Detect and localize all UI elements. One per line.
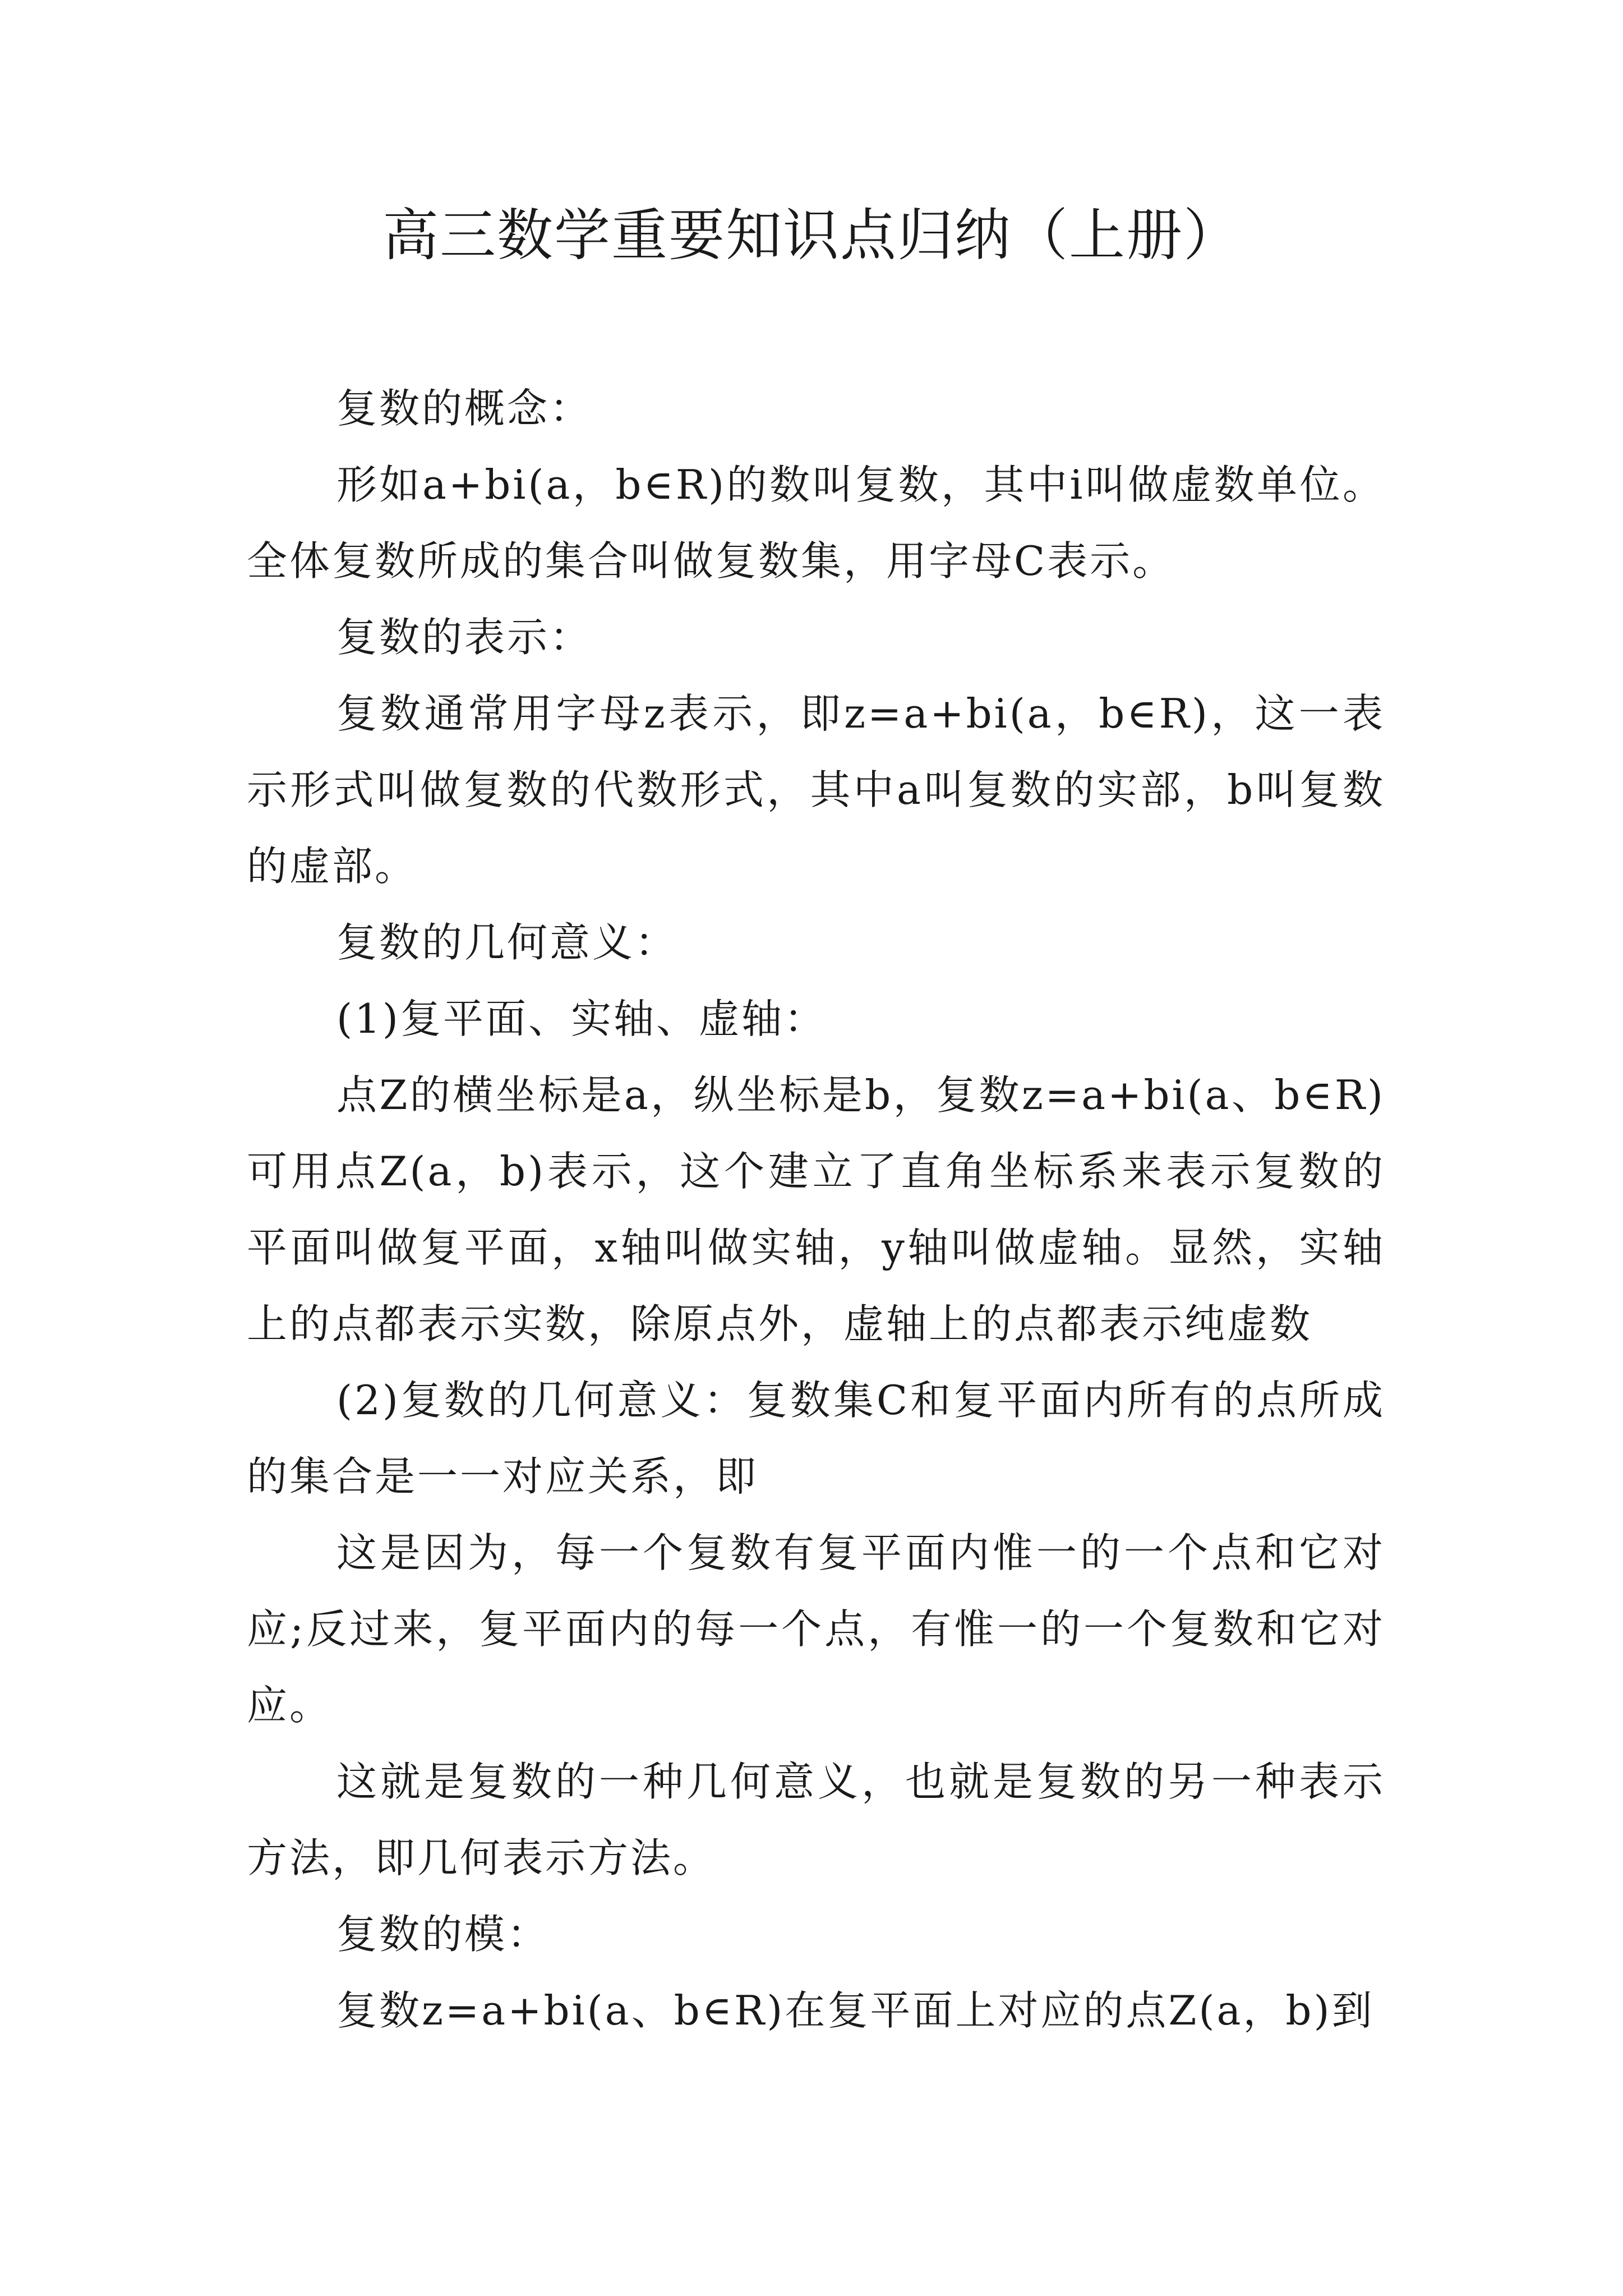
paragraph-complex-representation-heading: 复数的表示： [336, 614, 593, 661]
paragraph-geometric-meaning-description: (2)复数的几何意义：复数集C和复平面内所有的点所成的集合是一一对应关系，即 [247, 1377, 1385, 1500]
document-title: 高三数学重要知识点归纳（上册） [382, 203, 1241, 268]
paragraph-geometric-meaning-heading: 复数的几何意义： [336, 919, 678, 966]
paragraph-geometric-representation: 这就是复数的一种几何意义，也就是复数的另一种表示方法，即几何表示方法。 [247, 1758, 1385, 1881]
paragraph-one-to-one-explanation: 这是因为，每一个复数有复平面内惟一的一个点和它对应;反过来，复平面内的每一个点，有惟一的一个复数和它对应。 [247, 1529, 1385, 1729]
paragraph-complex-plane-heading: (1)复平面、实轴、虚轴： [336, 995, 827, 1042]
paragraph-algebraic-form: 复数通常用字母z表示，即z=a+bi(a，b∈R)，这一表示形式叫做复数的代数形式，其中a叫复数的实部，b叫复数的虚部。 [247, 690, 1385, 890]
paragraph-complex-plane-description: 点Z的横坐标是a，纵坐标是b，复数z=a+bi(a、b∈R)可用点Z(a，b)表示，这个建立了直角坐标系来表示复数的平面叫做复平面，x轴叫做实轴，y轴叫做虚轴。显然，实轴上的点都表示实数，除原点外，虚轴上的点都表示纯虚数 [247, 1071, 1385, 1347]
paragraph-modulus-heading: 复数的模： [336, 1911, 550, 1958]
document-body [247, 370, 1385, 2049]
paragraph-complex-definition: 形如a+bi(a，b∈R)的数叫复数，其中i叫做虚数单位。全体复数所成的集合叫做复数集，用字母C表示。 [247, 461, 1385, 585]
paragraph-modulus-description: 复数z=a+bi(a、b∈R)在复平面上对应的点Z(a，b)到 [336, 1987, 1375, 2034]
paragraph-complex-concept-heading: 复数的概念： [336, 385, 593, 432]
